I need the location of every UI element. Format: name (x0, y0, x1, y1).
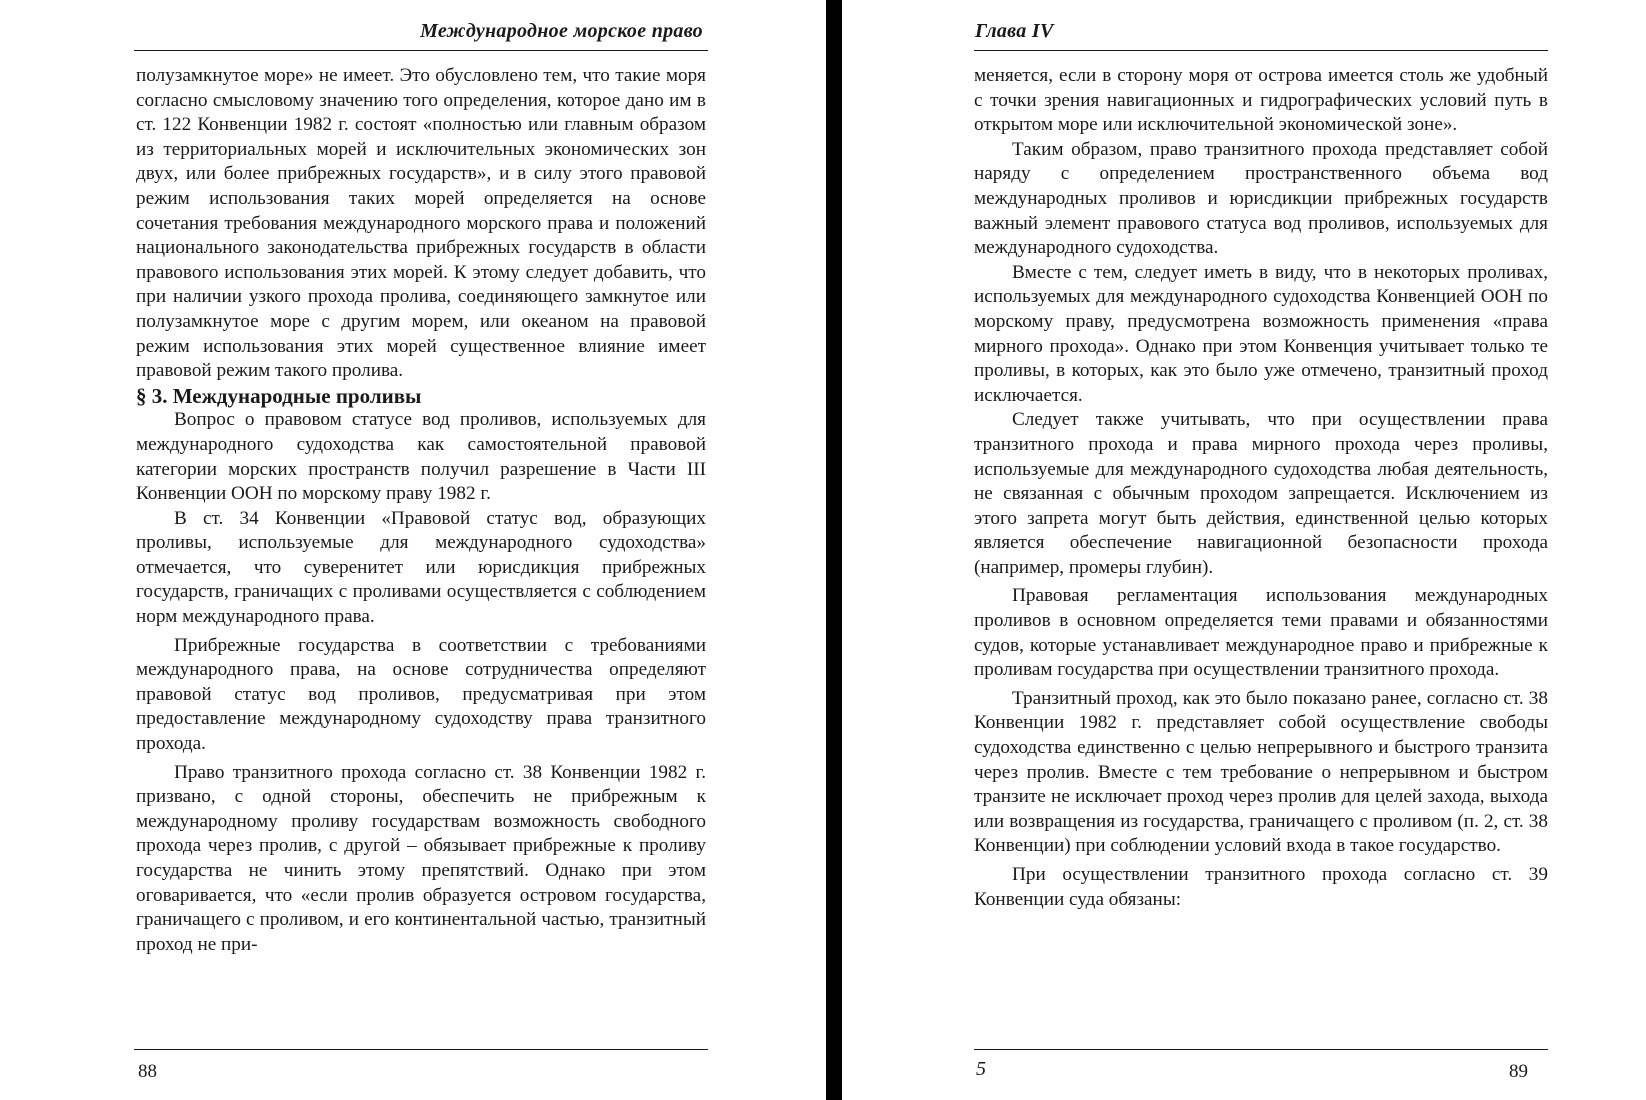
paragraph: Вопрос о правовом статусе вод проливов, используемых для международного судоходства как самостоятельной правовой категории морских пространств получил разрешение в Части III Конвенции ООН по морскому праву 1982 г. (136, 409, 706, 505)
paragraph: Следует также учитывать, что при осуществлении права транзитного прохода и права мирного прохода через проливы, используемые для международного судоходства любая деятельность, не связанная с обычным проходом запрещается. Исключением из этого запрета могут быть действия, единственной целью которых является обеспечение навигационной безопасности прохода (например, промеры глубин). (974, 409, 1548, 578)
running-head-left: Международное морское право (420, 20, 703, 42)
right-page (842, 0, 1646, 1100)
page-number-left: 88 (138, 1061, 157, 1082)
paragraph: меняется, если в сторону моря от острова имеется столь же удобный с точки зрения навигационных и гидрографических условий путь в открытом море или исключительной экономической зоне». (974, 65, 1548, 136)
paragraph: При осуществлении транзитного прохода согласно ст. 39 Конвенции суда обязаны: (974, 864, 1548, 910)
paragraph: Транзитный проход, как это было показано ранее, согласно ст. 38 Конвенции 1982 г. представляет собой осуществление свободы судоходства единственно с целью непрерывного и быстрого транзита через пролив. Вместе с тем требование о непрерывном и быстром транзите не исключает проход через пролив для целей захода, выхода или возвращения из государства, граничащего с проливом (п. 2, ст. 38 Конвенции) при соблюдении условий входа в такое государство. (974, 687, 1548, 857)
paragraph: Правовая регламентация использования международных проливов в основном определяется теми правами и обязанностями судов, которые устанавливает международное право и прибрежные к проливам государства при осуществлении транзитного прохода. (974, 585, 1548, 681)
header-rule-left (134, 50, 708, 51)
paragraph: Таким образом, право транзитного прохода представляет собой наряду с определением пространственного объема вод международных проливов и юрисдикции прибрежных государств важный элемент правового статуса вод проливов, используемых для международного судоходства. (974, 138, 1548, 259)
footer-rule-left (134, 1049, 708, 1050)
paragraph: Прибрежные государства в соответствии с требованиями международного права, на основе сотрудничества определяют правовой статус вод проливов, предусматривая при этом предоставление международному судоходству права транзитного прохода. (136, 634, 706, 755)
running-head-right: Глава IV (975, 20, 1054, 42)
page-number-right: 89 (1509, 1061, 1528, 1082)
paragraph: Право транзитного прохода согласно ст. 38 Конвенции 1982 г. призвано, с одной стороны, обеспечить не прибрежным к международному проливу государствам возможность свободного прохода через пролив, с другой – обязывает прибрежные к проливу государства не чинить этому препятствий. Однако при этом оговаривается, что «если пролив образуется островом государства, граничащего с проливом, и его континентальной частью, транзитный проход не при- (136, 761, 706, 955)
footer-rule-right (974, 1049, 1548, 1050)
left-page-text (136, 64, 706, 957)
book-gutter (826, 0, 842, 1100)
paragraph: полузамкнутое море» не имеет. Это обусловлено тем, что такие моря согласно смысловому значению того определения, которое дано им в ст. 122 Конвенции 1982 г. состоят «полностью или главным образом из территориальных морей и исключительных экономических зон двух, или более прибрежных государств», и в силу этого правовой режим использования таких морей определяется на основе сочетания требования международного морского права и положений национального законодательства прибрежных государств в области правового использования этих морей. К этому следует добавить, что при наличии узкого прохода пролива, соединяющего замкнутое или полузамкнутое море с другим морем, или океаном на правовой режим использования этих морей существенное влияние имеет правовой режим такого пролива. (136, 65, 706, 382)
paragraph: Вместе с тем, следует иметь в виду, что в некоторых проливах, используемых для международного судоходства Конвенцией ООН по морскому праву, предусмотрена возможность применения «права мирного прохода». Однако при этом Конвенция учитывает только те проливы, в которых, как это было уже отмечено, транзитный проход исключается. (974, 261, 1548, 406)
header-rule-right (974, 50, 1548, 51)
right-page-text (974, 64, 1548, 912)
signature-mark: 5 (976, 1058, 986, 1080)
section-heading: § 3. Международные проливы (136, 383, 422, 408)
paragraph: В ст. 34 Конвенции «Правовой статус вод, образующих проливы, используемые для международного судоходства» отмечается, что суверенитет или юрисдикция прибрежных государств, граничащих с проливами осуществляется с соблюдением норм международного права. (136, 507, 706, 628)
